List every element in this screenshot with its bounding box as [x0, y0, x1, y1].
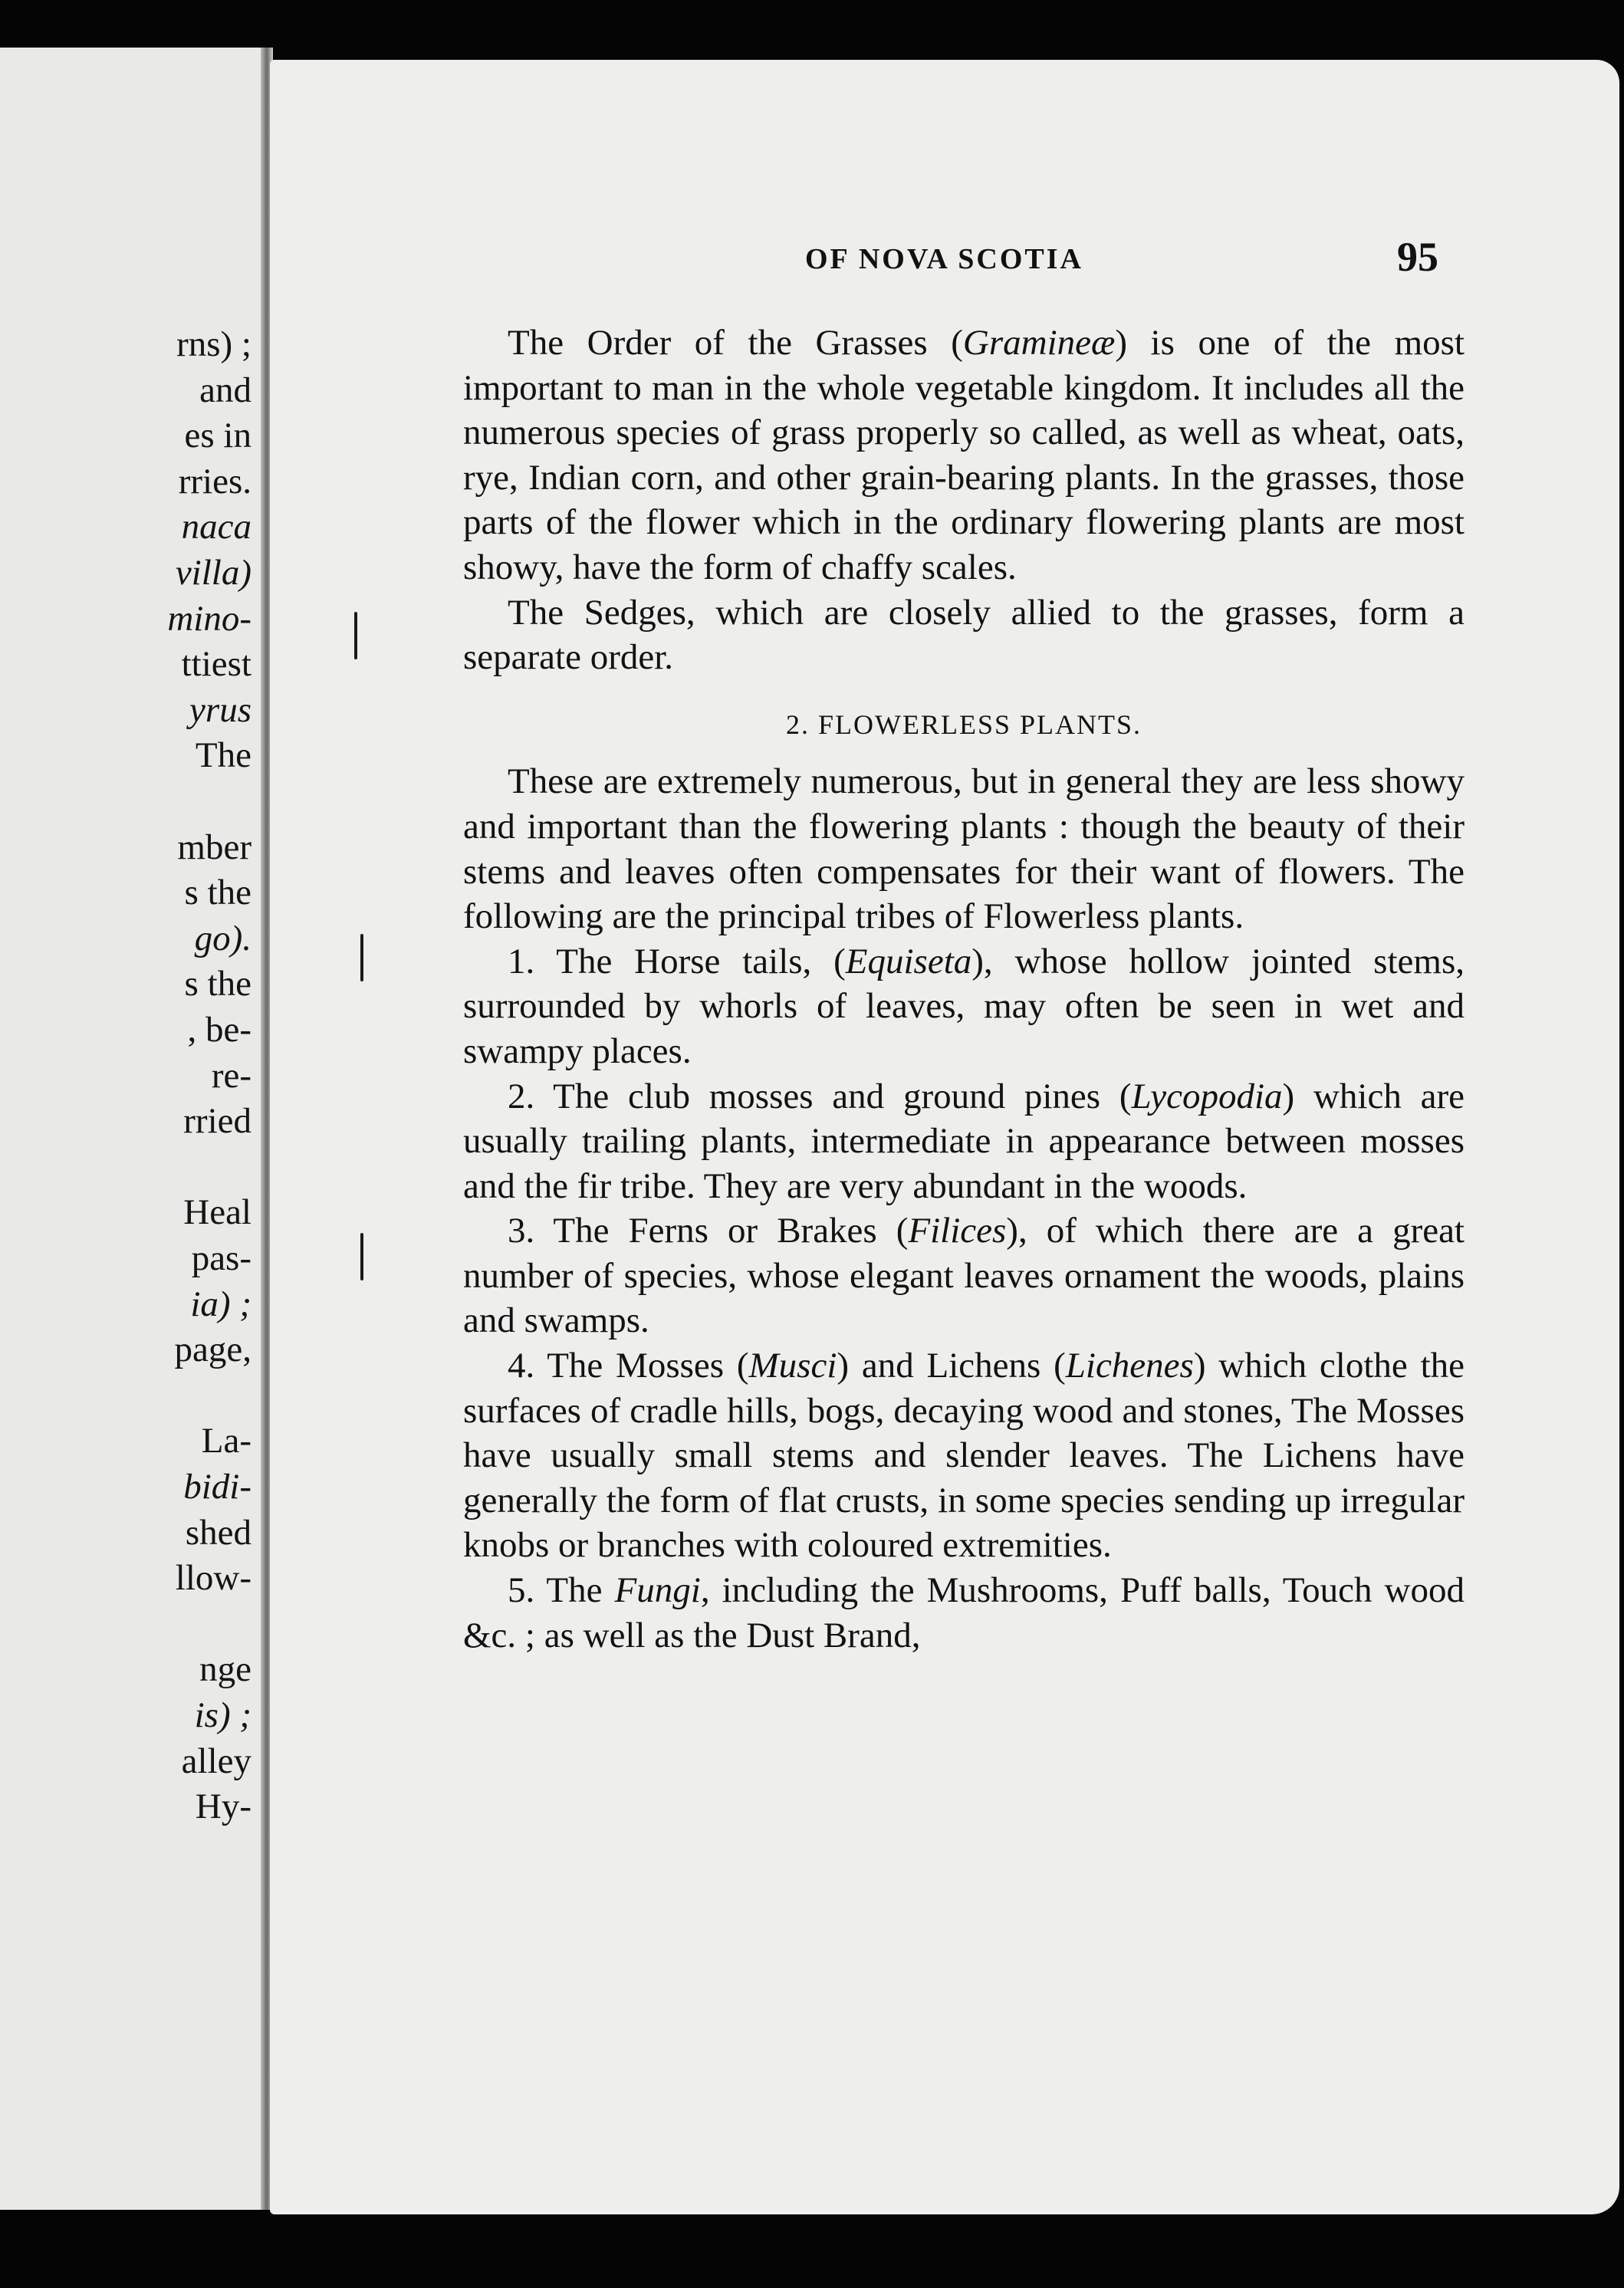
text-run: The Sedges, which are closely allied to the grasses, form a separate order.: [463, 592, 1465, 678]
list-item: [463, 1568, 1465, 1658]
left-page-line: rries.: [178, 461, 251, 501]
left-page-line: page,: [174, 1330, 251, 1370]
section-intro: These are extremely numerous, but in general they are less showy and important than the flowering plants : though the beauty of their stems and leaves often compensates for their want of flowers. The following are the principal tribes of Flowerless plants.: [463, 761, 1465, 937]
paragraph: [463, 590, 1465, 680]
left-page-line: yrus: [189, 689, 251, 730]
italic-term: Filices: [908, 1211, 1007, 1251]
text-run: 2. The club mosses and ground pines (: [508, 1076, 1132, 1116]
text-run: 5. The: [508, 1570, 615, 1611]
italic-term: Musci: [748, 1346, 837, 1386]
left-page-line: Hy-: [195, 1787, 251, 1827]
paragraph: [463, 321, 1465, 590]
left-page-line: naca: [181, 507, 251, 547]
left-page-line: , be-: [187, 1010, 251, 1050]
body-text: [463, 321, 1465, 1658]
binding-stitch: [360, 1233, 363, 1280]
left-page-line: es in: [184, 416, 251, 456]
binding-stitch: [360, 934, 363, 981]
left-page-line: bidi-: [183, 1467, 251, 1507]
running-head: OF NOVA SCOTIA: [805, 243, 1083, 275]
italic-term: Lichenes: [1065, 1346, 1194, 1386]
text-run: 3. The Ferns or Brakes (: [508, 1211, 909, 1251]
left-page-line: The: [195, 735, 251, 776]
left-page-line: villa): [175, 553, 251, 593]
list-item: [463, 1074, 1465, 1209]
left-page-line: ia) ;: [190, 1284, 251, 1324]
left-page-line: llow-: [175, 1558, 251, 1599]
left-page-line: nge: [199, 1649, 251, 1690]
italic-term: Fungi: [614, 1570, 701, 1611]
text-run: ) is one of the most important to man in the whole vegetable kingdom. It includes all the numerous species of grass properly so called, as well as wheat, oats, rye, Indian corn, and other grain-bearing plants. In the grasses, those parts of the flower which in the ordinary flowering plants are most showy, have the form of chaffy scales.: [463, 323, 1465, 587]
left-page-line: rried: [183, 1101, 251, 1142]
left-page-line: and: [199, 370, 251, 410]
left-page-line: Heal: [183, 1192, 251, 1233]
page-number: 95: [1397, 234, 1438, 280]
left-page-line: re-: [211, 1055, 251, 1096]
text-run: 4. The Mosses (: [508, 1346, 749, 1386]
left-page-line: ttiest: [181, 644, 251, 685]
left-page-line: go).: [194, 918, 251, 958]
text-run: ) which are usually trailing plants, intermediate in appearance between mosses and the fir tribe. They are very abundant in the woods.: [463, 1076, 1465, 1206]
binding-stitch: [354, 612, 357, 659]
section-heading: 2. FLOWERLESS PLANTS.: [785, 708, 1142, 740]
italic-term: Equiseta: [845, 941, 972, 981]
list-item: [463, 1208, 1465, 1343]
left-page-line: is) ;: [194, 1695, 251, 1735]
left-page-line: alley: [181, 1741, 251, 1781]
list-item: [463, 1343, 1465, 1568]
italic-term: Gramineæ: [962, 323, 1116, 363]
italic-term: Lycopodia: [1131, 1076, 1283, 1116]
text-run: ) which clothe the surfaces of cradle hills, bogs, decaying wood and stones, The Mosses have usually small stems and slender leaves. The Lichens have generally the form of flat crusts, in some species sending up irregular knobs or branches with coloured extremities.: [463, 1346, 1465, 1566]
text-run: ) and Lichens (: [837, 1346, 1066, 1386]
left-page-line: s the: [184, 873, 251, 913]
list-item: [463, 939, 1465, 1074]
left-page-line: rns) ;: [176, 324, 251, 364]
text-run: The Order of the Grasses (: [508, 323, 963, 363]
left-page-line: La-: [201, 1421, 251, 1461]
left-page-line: shed: [185, 1512, 251, 1553]
left-page-line: mino-: [167, 598, 251, 639]
text-run: ), whose hollow jointed stems, surrounded by whorls of leaves, may often be seen in wet and swampy places.: [463, 941, 1465, 1071]
text-run: 1. The Horse tails, (: [508, 941, 846, 981]
left-page-line: s the: [184, 964, 251, 1004]
left-page-line: mber: [177, 827, 251, 867]
text-run: ), of which there are a great number of species, whose elegant leaves ornament the woods, plains and swamps.: [463, 1211, 1465, 1341]
text-run: , including the Mushrooms, Puff balls, Touch wood &c. ; as well as the Dust Brand,: [463, 1570, 1465, 1655]
left-page-line: pas-: [191, 1238, 251, 1278]
left-page: [0, 48, 267, 2210]
